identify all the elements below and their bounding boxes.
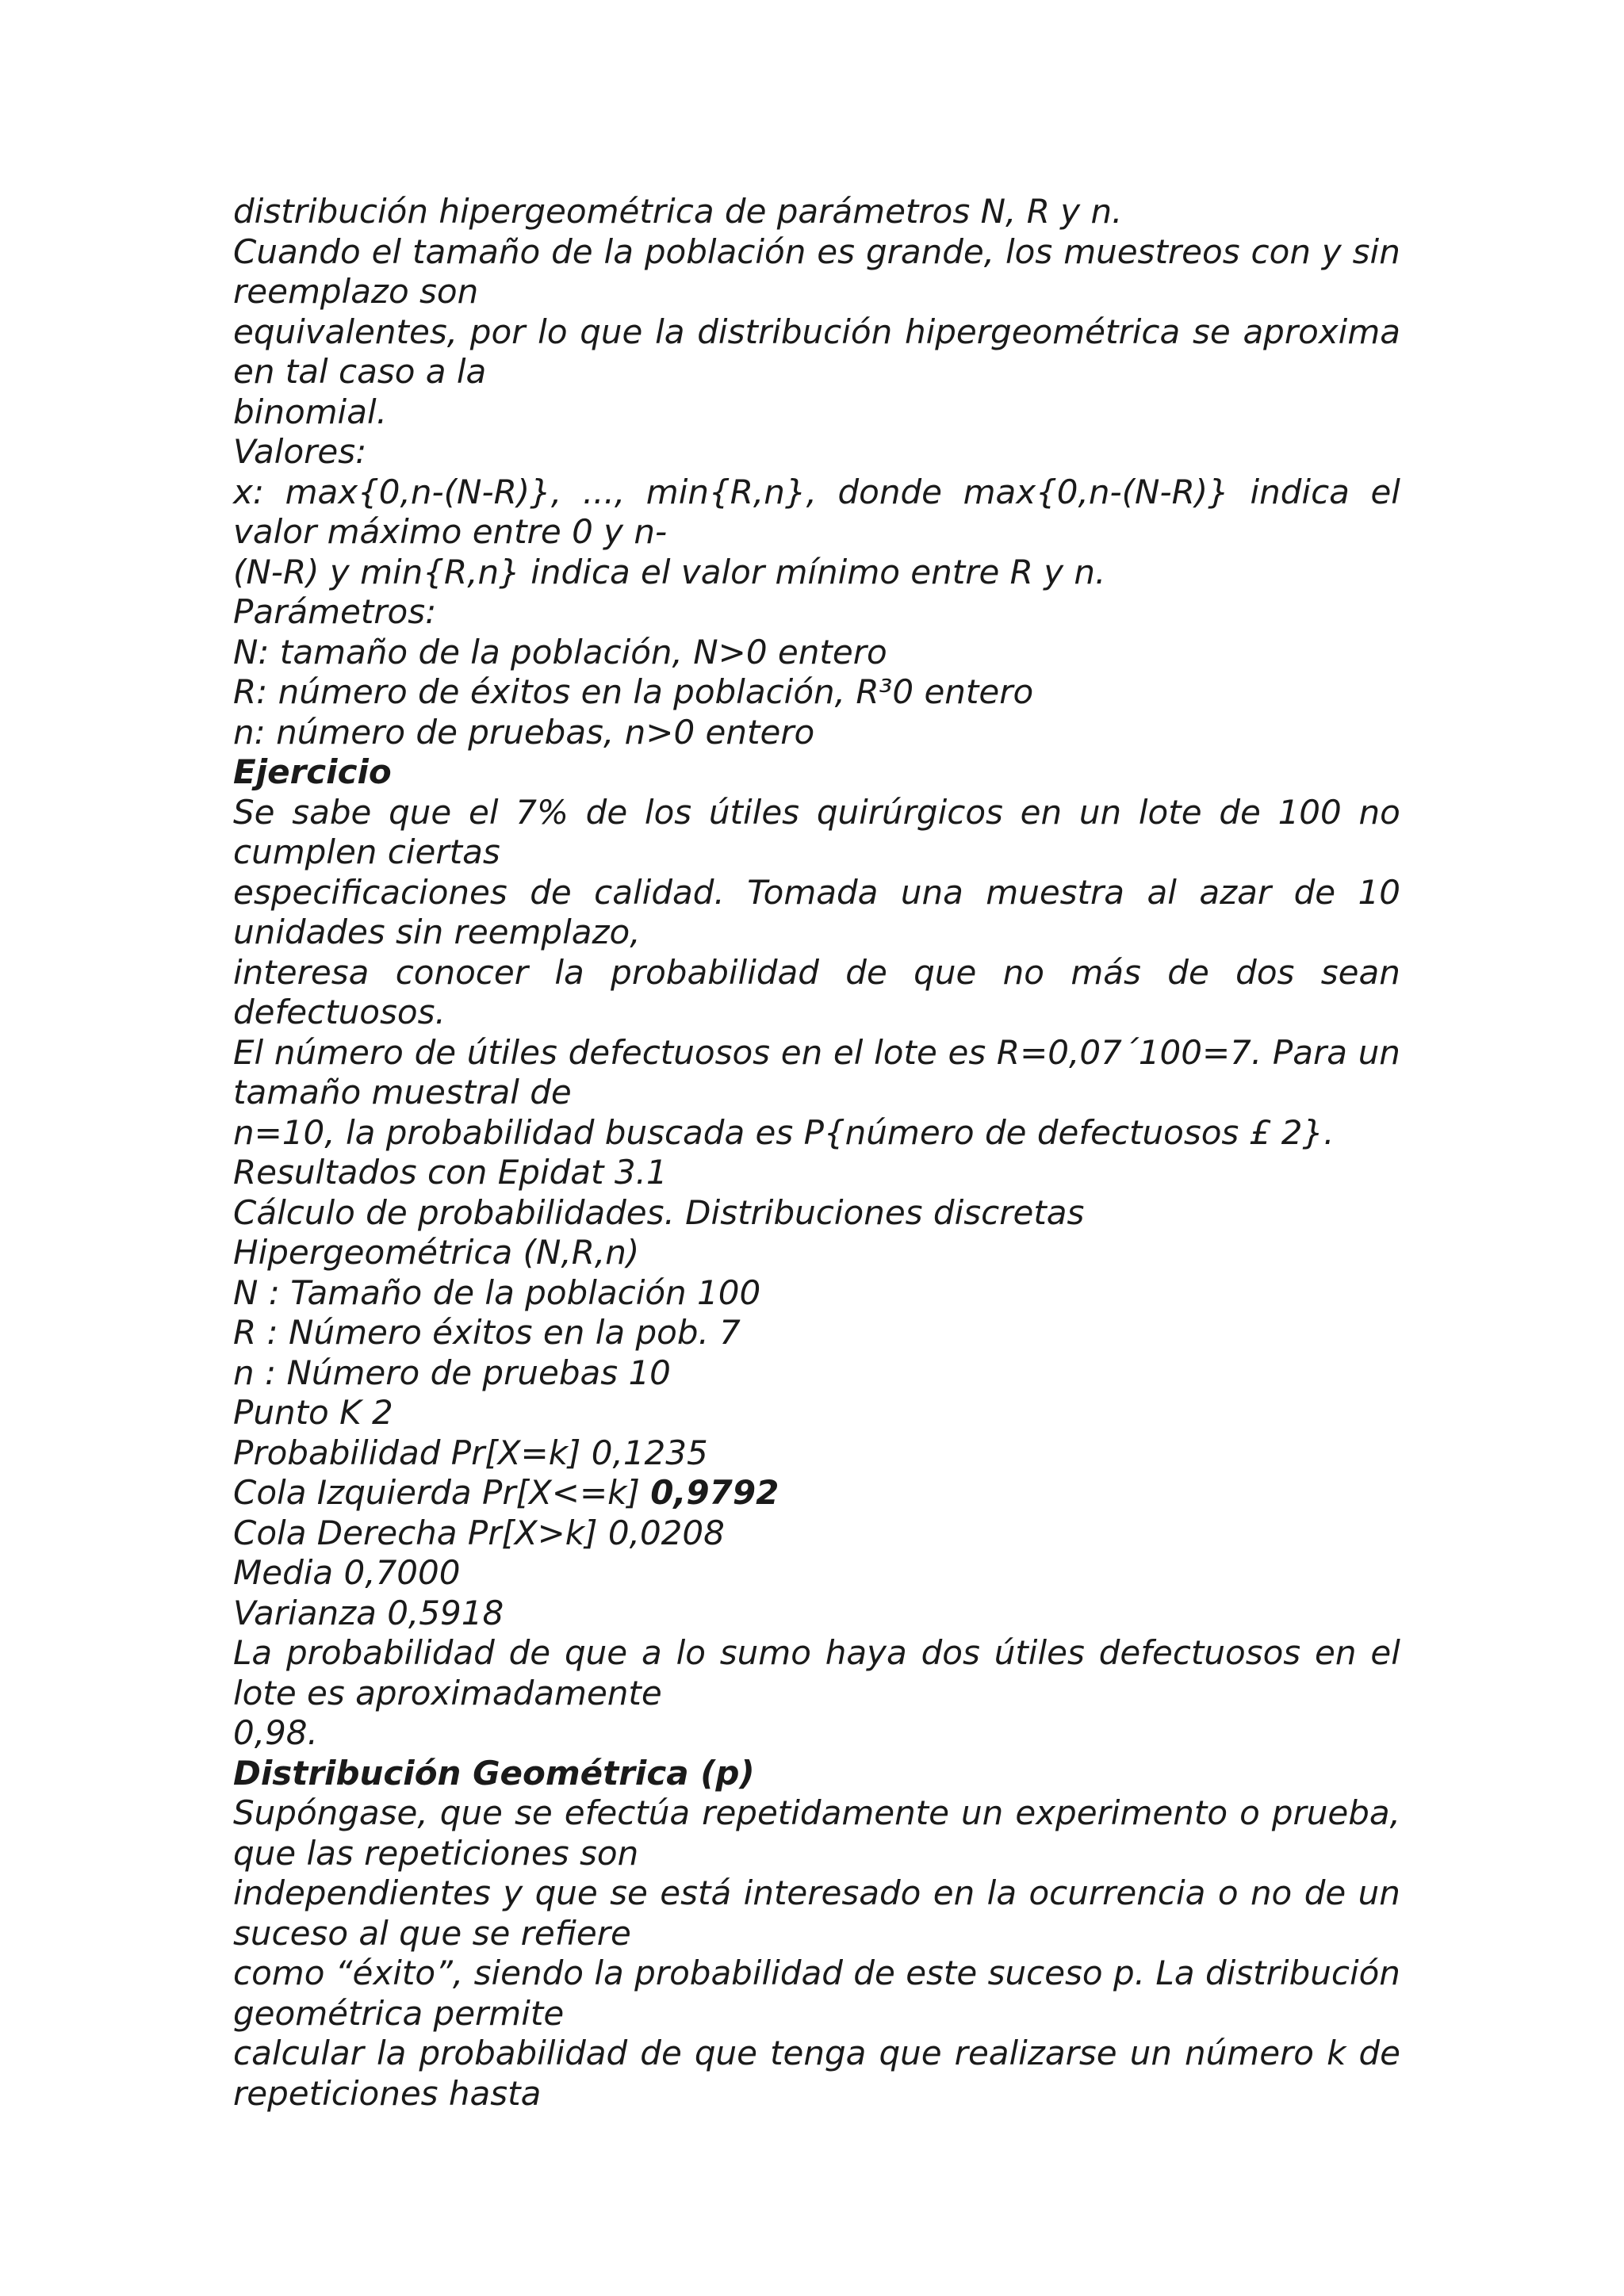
word: quirúrgicos [816, 792, 1003, 832]
line-text: valor máximo entre 0 y n- [233, 512, 668, 551]
heading-14 [233, 752, 1400, 793]
word: útiles [466, 1032, 557, 1072]
word: dos [1235, 952, 1295, 992]
word: número [274, 1032, 404, 1072]
word: tenga [770, 2034, 867, 2072]
word: un [1358, 1032, 1400, 1072]
word: Tomada [747, 872, 879, 912]
line-text: n : Número de pruebas 10 [233, 1353, 671, 1392]
word: de [853, 1954, 895, 1992]
text-line-35 [233, 1594, 1400, 1634]
text-line-22 [233, 1073, 1400, 1113]
line-text: Probabilidad Pr[X=k] 0,1235 [233, 1433, 708, 1472]
word: Se [233, 792, 275, 832]
text-line-7 [233, 473, 1400, 513]
line-text: suceso al que se refiere [233, 1913, 631, 1953]
text-line-21 [233, 1033, 1400, 1073]
word: max{0,n-(N-R)} [963, 472, 1229, 511]
word: se [1192, 312, 1231, 351]
word: Supóngase, [233, 1793, 428, 1832]
line-text: repeticiones hasta [233, 2073, 542, 2113]
word: siendo [473, 1954, 584, 1992]
word: dos [921, 1633, 980, 1672]
line-text: Distribución Geométrica (p) [233, 1753, 755, 1793]
word: no [1358, 792, 1400, 832]
word: defectuosos [1098, 1633, 1301, 1672]
word: que [879, 2034, 942, 2072]
text-line-29 [233, 1353, 1400, 1394]
line-text: lote es aproximadamente [233, 1673, 662, 1712]
word: haya [825, 1633, 907, 1672]
line-text: Parámetros: [233, 592, 437, 631]
text-line-9 [233, 553, 1400, 593]
word: que [564, 1633, 628, 1672]
text-line-41 [233, 1834, 1400, 1874]
word: tamaño [412, 232, 541, 271]
word: con [1251, 232, 1311, 271]
word: interesa [233, 952, 370, 992]
line-text: Varianza 0,5918 [233, 1593, 504, 1632]
word: indica [1250, 472, 1350, 511]
word: la [986, 1873, 1017, 1912]
text-line-25 [233, 1193, 1400, 1234]
text-line-47 [233, 2074, 1400, 2114]
text-line-44 [233, 1954, 1400, 1994]
word: que [439, 1793, 503, 1832]
word: de [530, 872, 572, 912]
word: repetidamente [702, 1793, 949, 1832]
text-line-33 [233, 1513, 1400, 1554]
text-line-30 [233, 1393, 1400, 1433]
text-line-11 [233, 633, 1400, 673]
line-text: N : Tamaño de la población 100 [233, 1272, 761, 1312]
word: lo [676, 1633, 706, 1672]
document-page [233, 192, 1400, 2114]
word: no [1250, 1873, 1293, 1912]
text-line-43 [233, 1914, 1400, 1954]
word: La [233, 1633, 273, 1672]
word: que [389, 792, 452, 832]
text-line-3 [233, 312, 1400, 353]
word: distribución [1205, 1954, 1400, 1992]
word: Cuando [233, 232, 361, 271]
word: conocer [395, 952, 529, 992]
word: calidad. [594, 872, 725, 912]
text-line-38 [233, 1713, 1400, 1754]
word: útiles [994, 1633, 1085, 1672]
text-line-45 [233, 1994, 1400, 2034]
text-line-34 [233, 1553, 1400, 1594]
text-line-6 [233, 432, 1400, 473]
word: más [1071, 952, 1141, 992]
word: de [508, 1633, 551, 1672]
word: en [1020, 792, 1063, 832]
word: una [900, 872, 963, 912]
word: El [233, 1032, 264, 1072]
word: el [371, 232, 402, 271]
word: suceso [987, 1954, 1103, 1992]
word: la [603, 232, 634, 271]
text-line-27 [233, 1273, 1400, 1314]
word: el [469, 792, 499, 832]
word: un [1129, 2034, 1172, 2072]
word: interesado [743, 1873, 921, 1912]
word: x: [233, 472, 265, 511]
word: que [914, 952, 977, 992]
text-line-13 [233, 713, 1400, 753]
text-line-46 [233, 2034, 1400, 2074]
word: max{0,n-(N-R)}, [285, 472, 562, 511]
word: ..., [582, 472, 626, 511]
word: y [503, 1873, 523, 1912]
word: k [1327, 2034, 1346, 2072]
line-text: tamaño muestral de [233, 1073, 572, 1112]
line-text: R : Número éxitos en la pob. 7 [233, 1313, 741, 1352]
text-line-12 [233, 672, 1400, 713]
word: un [1358, 1873, 1400, 1912]
text-line-19 [233, 953, 1400, 993]
word: defectuosos [568, 1032, 771, 1072]
line-text: Valores: [233, 432, 367, 471]
word: que [534, 1873, 598, 1912]
word: lo [538, 312, 568, 351]
word: que [580, 312, 643, 351]
text-line-42 [233, 1873, 1400, 1914]
line-text: geométrica permite [233, 1993, 565, 2033]
text-line-8 [233, 512, 1400, 553]
line-text: Punto K 2 [233, 1393, 393, 1432]
word: el [1370, 472, 1400, 511]
line-text: n=10, la probabilidad buscada es P{número de defectuosos £ 2}. [233, 1112, 1335, 1152]
text-line-28 [233, 1313, 1400, 1353]
text-line-23 [233, 1113, 1400, 1154]
word: los [1005, 232, 1053, 271]
word: distribución [697, 312, 893, 351]
word: la [376, 2034, 407, 2072]
word: el [1370, 1633, 1400, 1672]
line-text: distribución hipergeométrica de parámetros N, R y n. [233, 192, 1123, 231]
word: no [1002, 952, 1044, 992]
word: probabilidad [419, 2034, 628, 2072]
word: lote [874, 1032, 937, 1072]
line-text: Cola Izquierda Pr[X<=k] [233, 1473, 651, 1512]
word: de [551, 232, 593, 271]
word: los [644, 792, 692, 832]
word: sumo [719, 1633, 811, 1672]
word: se [610, 1873, 648, 1912]
word: grande, [865, 232, 995, 271]
word: sabe [292, 792, 372, 832]
line-text: N: tamaño de la población, N>0 entero [233, 632, 887, 672]
text-line-31 [233, 1433, 1400, 1474]
word: sin [1352, 232, 1400, 271]
line-text: Ejercicio [233, 752, 392, 791]
heading-39 [233, 1754, 1400, 1794]
word: prueba, [1271, 1793, 1400, 1832]
text-line-15 [233, 793, 1400, 833]
word: lote [1138, 792, 1202, 832]
word: la [594, 1954, 624, 1992]
text-line-4 [233, 352, 1400, 392]
word: de [1219, 792, 1261, 832]
word: independientes [233, 1873, 491, 1912]
line-text: Cálculo de probabilidades. Distribuciones discretas [233, 1192, 1085, 1232]
word: se [514, 1793, 553, 1832]
line-text: binomial. [233, 392, 387, 431]
word: min{R,n}, [645, 472, 817, 511]
text-line-26 [233, 1233, 1400, 1273]
word: o [1239, 1793, 1260, 1832]
word: de [585, 792, 628, 832]
word: un [961, 1793, 1004, 1832]
text-line-18 [233, 913, 1400, 953]
highlighted-value: 0,9792 [650, 1473, 779, 1512]
line-text: cumplen ciertas [233, 832, 500, 871]
word: de [1304, 1873, 1346, 1912]
word: azar [1199, 872, 1272, 912]
word: probabilidad [611, 952, 819, 992]
line-text: 0,98. [233, 1713, 318, 1752]
word: de [640, 2034, 682, 2072]
text-line-1 [233, 232, 1400, 273]
word: realizarse [954, 2034, 1117, 2072]
line-text: en tal caso a la [233, 352, 487, 391]
word: de [1358, 2034, 1400, 2072]
line-text: (N-R) y min{R,n} indica el valor mínimo entre R y n. [233, 552, 1106, 591]
text-line-20 [233, 993, 1400, 1033]
text-line-24 [233, 1153, 1400, 1193]
word: Para [1272, 1032, 1347, 1072]
word: especificaciones [233, 872, 508, 912]
word: ocurrencia [1028, 1873, 1206, 1912]
word: la [554, 952, 584, 992]
text-line-37 [233, 1674, 1400, 1714]
text-line-40 [233, 1793, 1400, 1834]
word: en [933, 1873, 975, 1912]
line-text: R: número de éxitos en la población, R³0 entero [233, 672, 1034, 711]
text-line-17 [233, 873, 1400, 913]
text-line-32 [233, 1473, 1400, 1513]
word: este [906, 1954, 978, 1992]
word: experimento [1015, 1793, 1228, 1832]
word: población [644, 232, 806, 271]
word: un [1078, 792, 1122, 832]
word: p. [1113, 1954, 1146, 1992]
line-text: reemplazo son [233, 272, 479, 311]
word: de [1167, 952, 1209, 992]
word: como [233, 1954, 325, 1992]
word: de [414, 1032, 457, 1072]
word: R=0,07´100=7. [996, 1032, 1262, 1072]
word: 10 [1358, 872, 1400, 912]
word: es [948, 1032, 986, 1072]
word: aproxima [1243, 312, 1400, 351]
word: 100 [1277, 792, 1342, 832]
word: a [641, 1633, 662, 1672]
word: sean [1320, 952, 1400, 992]
word: útiles [708, 792, 800, 832]
line-text: Resultados con Epidat 3.1 [233, 1153, 668, 1192]
word: muestra [986, 872, 1125, 912]
text-line-10 [233, 592, 1400, 633]
word: La [1155, 1954, 1195, 1992]
text-line-0 [233, 192, 1400, 232]
word: es [817, 232, 856, 271]
text-line-5 [233, 392, 1400, 433]
word: donde [837, 472, 942, 511]
word: de [1293, 872, 1336, 912]
word: probabilidad [634, 1954, 843, 1992]
line-text: Hipergeométrica (N,R,n) [233, 1233, 640, 1272]
word: muestreos [1063, 232, 1240, 271]
word: la [655, 312, 685, 351]
word: en [780, 1032, 823, 1072]
word: probabilidad [286, 1633, 495, 1672]
word: “éxito”, [335, 1954, 464, 1992]
word: o [1217, 1873, 1239, 1912]
word: hipergeométrica [904, 312, 1181, 351]
line-text: Media 0,7000 [233, 1553, 461, 1592]
word: el [833, 1032, 864, 1072]
word: calcular [233, 2034, 364, 2072]
line-text: n: número de pruebas, n>0 entero [233, 712, 815, 752]
line-text: defectuosos. [233, 993, 446, 1031]
word: está [660, 1873, 732, 1912]
word: equivalentes, [233, 312, 458, 351]
text-line-16 [233, 832, 1400, 873]
word: de [845, 952, 887, 992]
line-text: Cola Derecha Pr[X>k] 0,0208 [233, 1513, 725, 1552]
word: número [1185, 2034, 1315, 2072]
line-text: que las repeticiones son [233, 1833, 639, 1873]
text-line-36 [233, 1633, 1400, 1674]
text-line-2 [233, 272, 1400, 312]
word: por [469, 312, 526, 351]
word: y [1321, 232, 1342, 271]
word: 7% [515, 792, 569, 832]
word: efectúa [564, 1793, 691, 1832]
word: que [694, 2034, 757, 2072]
word: en [1315, 1633, 1357, 1672]
line-text: unidades sin reemplazo, [233, 913, 641, 951]
word: al [1147, 872, 1177, 912]
